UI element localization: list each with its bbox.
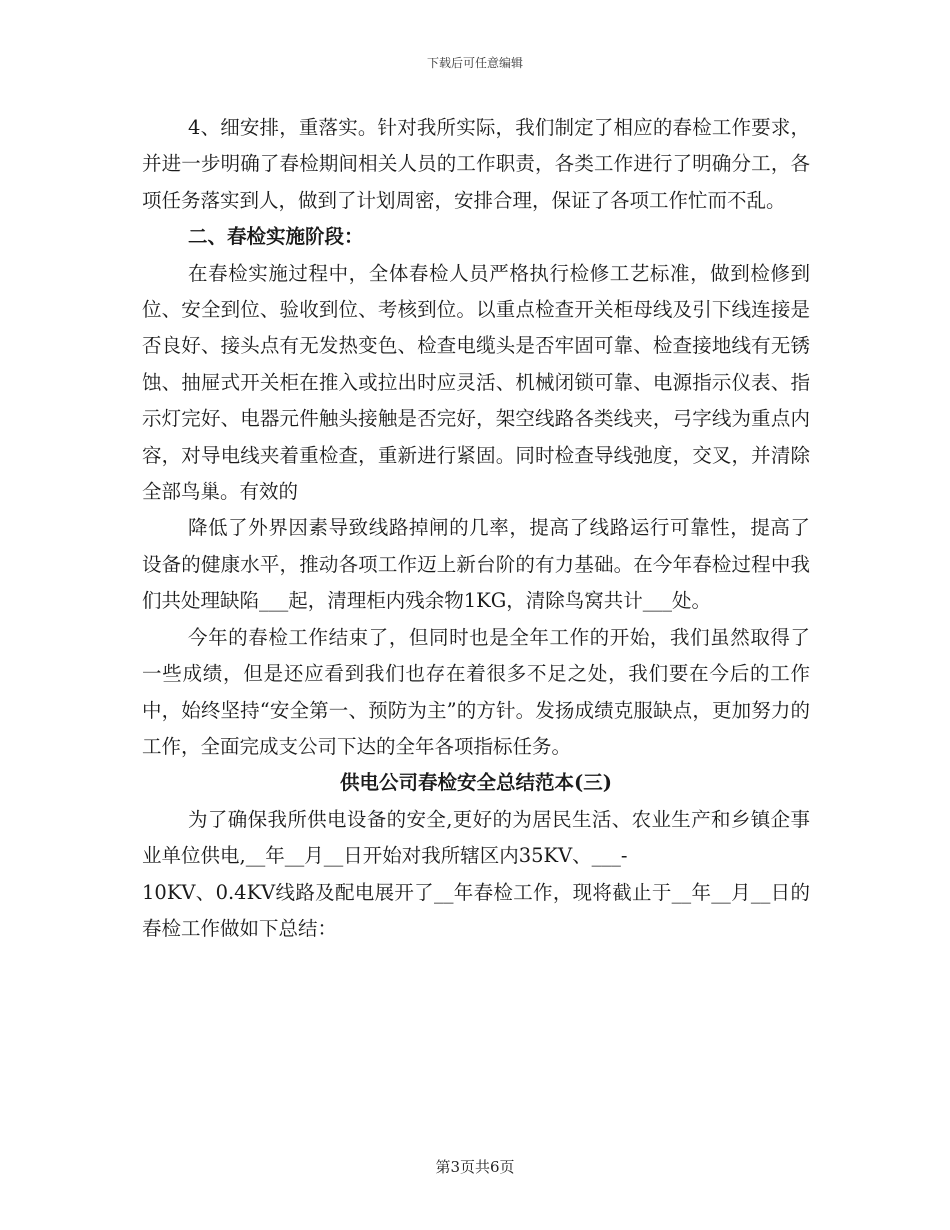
paragraph-implementation: 在春检实施过程中，全体春检人员严格执行检修工艺标准，做到检修到位、安全到位、验收到位、考核到位。以重点检查开关柜母线及引下线连接是否良好、接头点有无发热变色、检查电缆头是否牢固可靠、检查接地线有无锈蚀、抽屉式开关柜在推入或拉出时应灵活、机械闭锁可靠、电源指示仪表、指示灯完好、电器元件触头接触是否完好，架空线路各类线夹，弓字线为重点内容，对导电线夹着重检查，重新进行紧固。同时检查导线弛度，交叉，并清除全部鸟巢。有效的 <box>142 261 810 504</box>
paragraph-arrangement: 4、细安排，重落实。针对我所实际，我们制定了相应的春检工作要求，并进一步明确了春检期间相关人员的工作职责，各类工作进行了明确分工，各项任务落实到人，做到了计划周密，安排合理，保证了各项工作忙而不乱。 <box>142 116 810 212</box>
paragraph-results: 降低了外界因素导致线路掉闸的几率，提高了线路运行可靠性，提高了设备的健康水平，推动各项工作迈上新台阶的有力基础。在今年春检过程中我们共处理缺陷___起，清理柜内残余物1KG，清除鸟窝共计___处。 <box>142 516 810 613</box>
document-body <box>142 110 810 947</box>
paragraph-intro-continued: 10KV、0.4KV线路及配电展开了__年春检工作，现将截止于__年__月__日的春检工作做如下总结： <box>142 880 810 940</box>
page-footer: 第3页共6页 <box>435 1158 515 1176</box>
document-title: 供电公司春检安全总结范本(三) <box>340 771 612 795</box>
page-header: 下载后可任意编辑 <box>426 56 523 70</box>
paragraph-conclusion: 今年的春检工作结束了，但同时也是全年工作的开始，我们虽然取得了一些成绩，但是还应看到我们也存在着很多不足之处，我们要在今后的工作中，始终坚持“安全第一、预防为主”的方针。发扬成绩克服缺点，更加努力的工作，全面完成支公司下达的全年各项指标任务。 <box>142 625 810 758</box>
section-heading-implementation: 二、春检实施阶段： <box>188 225 364 249</box>
paragraph-intro: 为了确保我所供电设备的安全,更好的为居民生活、农业生产和乡镇企事业单位供电,__年__月__日开始对我所辖区内35KV、___- <box>142 807 810 868</box>
